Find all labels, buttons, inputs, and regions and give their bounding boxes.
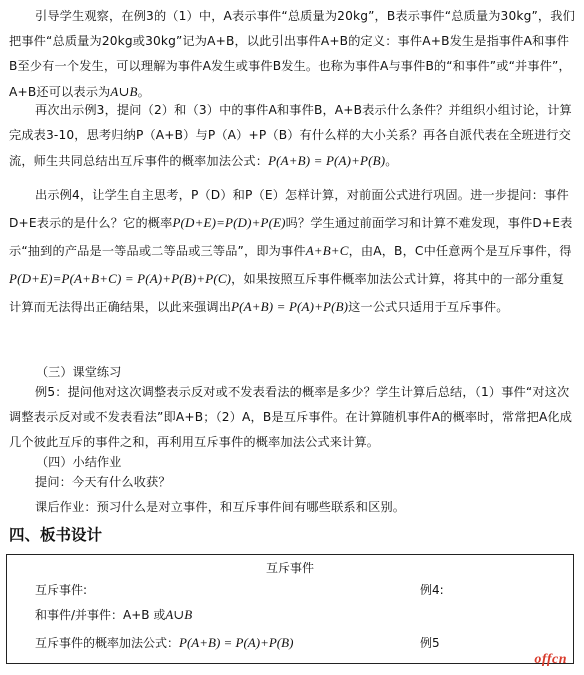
formula-addition: P(A+B) = P(A)+P(B): [268, 153, 386, 168]
board-sum-event-label: 和事件/并事件：A+B 或: [35, 608, 166, 622]
paragraph-text: 再次出示例3，提问（2）和（3）中的事件A和事件B，A+B表示什么条件？并组织小组讨论，计算完成表3-10，思考归纳P（A+B）与P（A）+P（B）有什么样的大小关系？再各自派代表在全班进行交流，师生共同总结出互斥事件的概率加法公式：: [9, 103, 572, 168]
formula-union: A∪B: [110, 84, 138, 99]
subheading-summary-homework: （四）小结作业: [36, 455, 122, 469]
board-sum-event-row: [35, 606, 192, 624]
paragraph-addition-formula: [9, 98, 576, 174]
paragraph-text: 。: [385, 154, 398, 168]
formula-de: P(D+E)=P(D)+P(E): [172, 215, 286, 230]
paragraph-text: 出示例4，让学生自主思考，P（D）和P（E）怎样计算，对前面公式进行巩固。进一步提问：事件D+E表示的是什么？它的概率: [9, 188, 569, 230]
formula-abc: A+B+C: [305, 243, 349, 258]
paragraph-text: 这一公式只适用于互斥事件。: [348, 300, 509, 314]
question-line: 提问：今天有什么收获？: [35, 475, 171, 489]
board-design-box: [6, 554, 574, 664]
paragraph-example-4: [9, 181, 576, 321]
paragraph-text: 吗？学生通过前面学习和计算不难发现，事件D+E表示“抽到的产品是一等品或二等品或三等品”，即为事件: [9, 216, 573, 258]
paragraph-event-sum-definition: [9, 4, 576, 105]
paragraph-text: 例5：提问他对这次调整表示反对或不发表看法的概率是多少？学生计算后总结，（1）事件“对这次调整表示反对或不发表看法”即A+B；（2）A，B是互斥事件。在计算随机事件A的概率时，常常把A化成几个彼此互斥的事件之和，再利用互斥事件的概率加法公式来计算。: [9, 385, 573, 449]
board-addition-row: [35, 634, 293, 652]
formula-de-expanded: P(D+E)=P(A+B+C) = P(A)+P(B)+P(C): [9, 271, 232, 286]
board-addition-label: 互斥事件的概率加法公式：: [35, 636, 180, 650]
subheading-class-practice: （三）课堂练习: [36, 365, 122, 379]
section-heading: 四、板书设计: [9, 526, 103, 544]
paragraph-text: ，如果按照互斥事件概率加法公式计算，将其中的一部分重复计算而无法得出正确结果，以此来强调出: [9, 272, 565, 314]
board-mutually-exclusive-label: 互斥事件:: [35, 583, 88, 597]
board-example-4-label: 例4:: [420, 583, 444, 597]
formula-addition-emphasis: P(A+B) = P(A)+P(B): [231, 299, 349, 314]
board-addition-formula: P(A+B) = P(A)+P(B): [179, 635, 294, 650]
board-union-formula: A∪B: [165, 607, 193, 622]
paragraph-text: ，由A，B，C中任意两个是互斥事件，得: [348, 244, 572, 258]
homework-line: 课后作业：预习什么是对立事件，和互斥事件间有哪些联系和区别。: [35, 500, 406, 514]
board-example-5-label: 例5: [420, 636, 440, 650]
board-title: 互斥事件: [265, 561, 314, 575]
offcn-watermark-logo: offcn: [534, 652, 567, 667]
paragraph-text: 引导学生观察，在例3的（1）中，A表示事件“总质量为20kg”，B表示事件“总质量为30kg”，我们把事件“总质量为20kg或30kg”记为A+B，以此引出事件A+B的定义：事件A+B发生是指事件A和事件B至少有一个发生，可以理解为事件A发生或事件B发生。也称为事件A与事件B的“和事件”或“并事件”，A+B还可以表示为: [9, 9, 575, 99]
paragraph-text: 。: [137, 85, 150, 99]
paragraph-example-5: [9, 380, 576, 455]
